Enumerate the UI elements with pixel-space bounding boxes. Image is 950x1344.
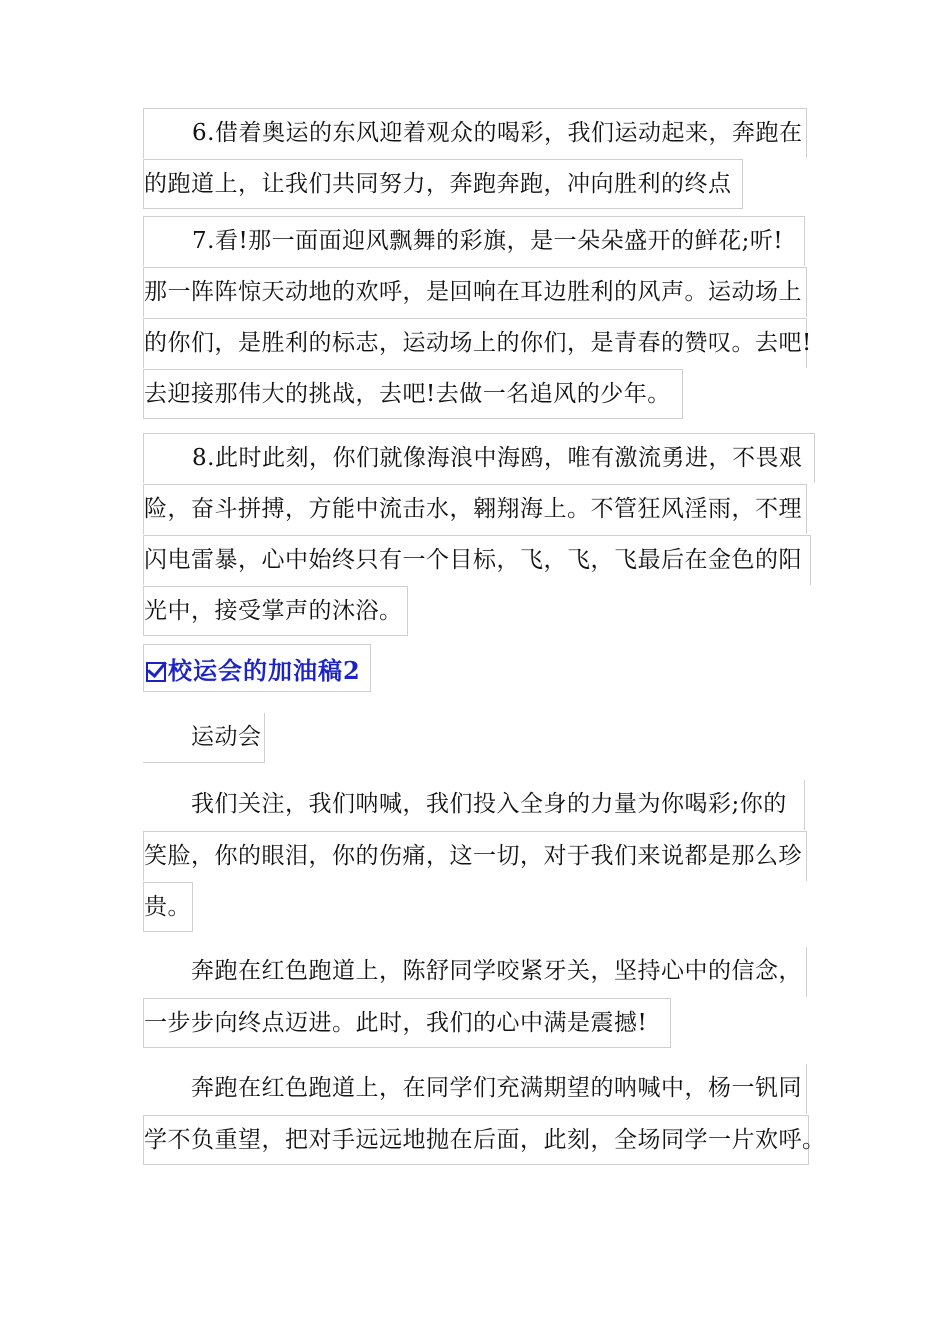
text-line: 8.此时此刻，你们就像海浪中海鸥，唯有激流勇进，不畏艰: [143, 433, 815, 483]
paragraph-2: [143, 947, 807, 1049]
paragraph-item-7: [143, 216, 812, 420]
text-line: 光中，接受掌声的沐浴。: [143, 586, 408, 636]
section-subtitle: [143, 713, 265, 764]
section-heading: [143, 644, 371, 692]
text-line: 奔跑在红色跑道上，在同学们充满期望的呐喊中，杨一钒同: [143, 1064, 807, 1114]
paragraph-1: [143, 780, 807, 933]
text-line: 运动会: [143, 713, 265, 763]
text-line: 7.看!那一面面迎风飘舞的彩旗，是一朵朵盛开的鲜花;听!: [143, 216, 805, 266]
text-line: 险，奋斗拼搏，方能中流击水，翱翔海上。不管狂风淫雨，不理: [143, 484, 807, 534]
text-line: 闪电雷暴，心中始终只有一个目标，飞，飞，飞最后在金色的阳: [143, 535, 811, 585]
text-line: 的跑道上，让我们共同努力，奔跑奔跑，冲向胜利的终点: [143, 159, 743, 209]
text-line: 6.借着奥运的东风迎着观众的喝彩，我们运动起来，奔跑在: [143, 108, 807, 158]
text-line: 奔跑在红色跑道上，陈舒同学咬紧牙关，坚持心中的信念，: [143, 947, 807, 997]
paragraph-3: [143, 1064, 826, 1166]
text-line: 一步步向终点迈进。此时，我们的心中满是震撼!: [143, 998, 671, 1048]
section-title: 校运会的加油稿2: [168, 655, 361, 685]
text-line: 那一阵阵惊天动地的欢呼，是回响在耳边胜利的风声。运动场上: [143, 267, 807, 317]
text-line: 贵。: [143, 882, 193, 932]
text-line: 我们关注，我们呐喊，我们投入全身的力量为你喝彩;你的: [143, 780, 805, 830]
paragraph-item-8: [143, 433, 815, 637]
text-line: 去迎接那伟大的挑战，去吧!去做一名追风的少年。: [143, 369, 683, 419]
text-line: 笑脸，你的眼泪，你的伤痛，这一切，对于我们来说都是那么珍: [143, 831, 807, 881]
paragraph-item-6: [143, 108, 807, 210]
checkbox-checked-icon: [146, 662, 166, 682]
text-line: 的你们，是胜利的标志，运动场上的你们，是青春的赞叹。去吧!: [143, 318, 807, 368]
text-line: 学不负重望，把对手远远地抛在后面，此刻，全场同学一片欢呼。: [143, 1115, 809, 1165]
